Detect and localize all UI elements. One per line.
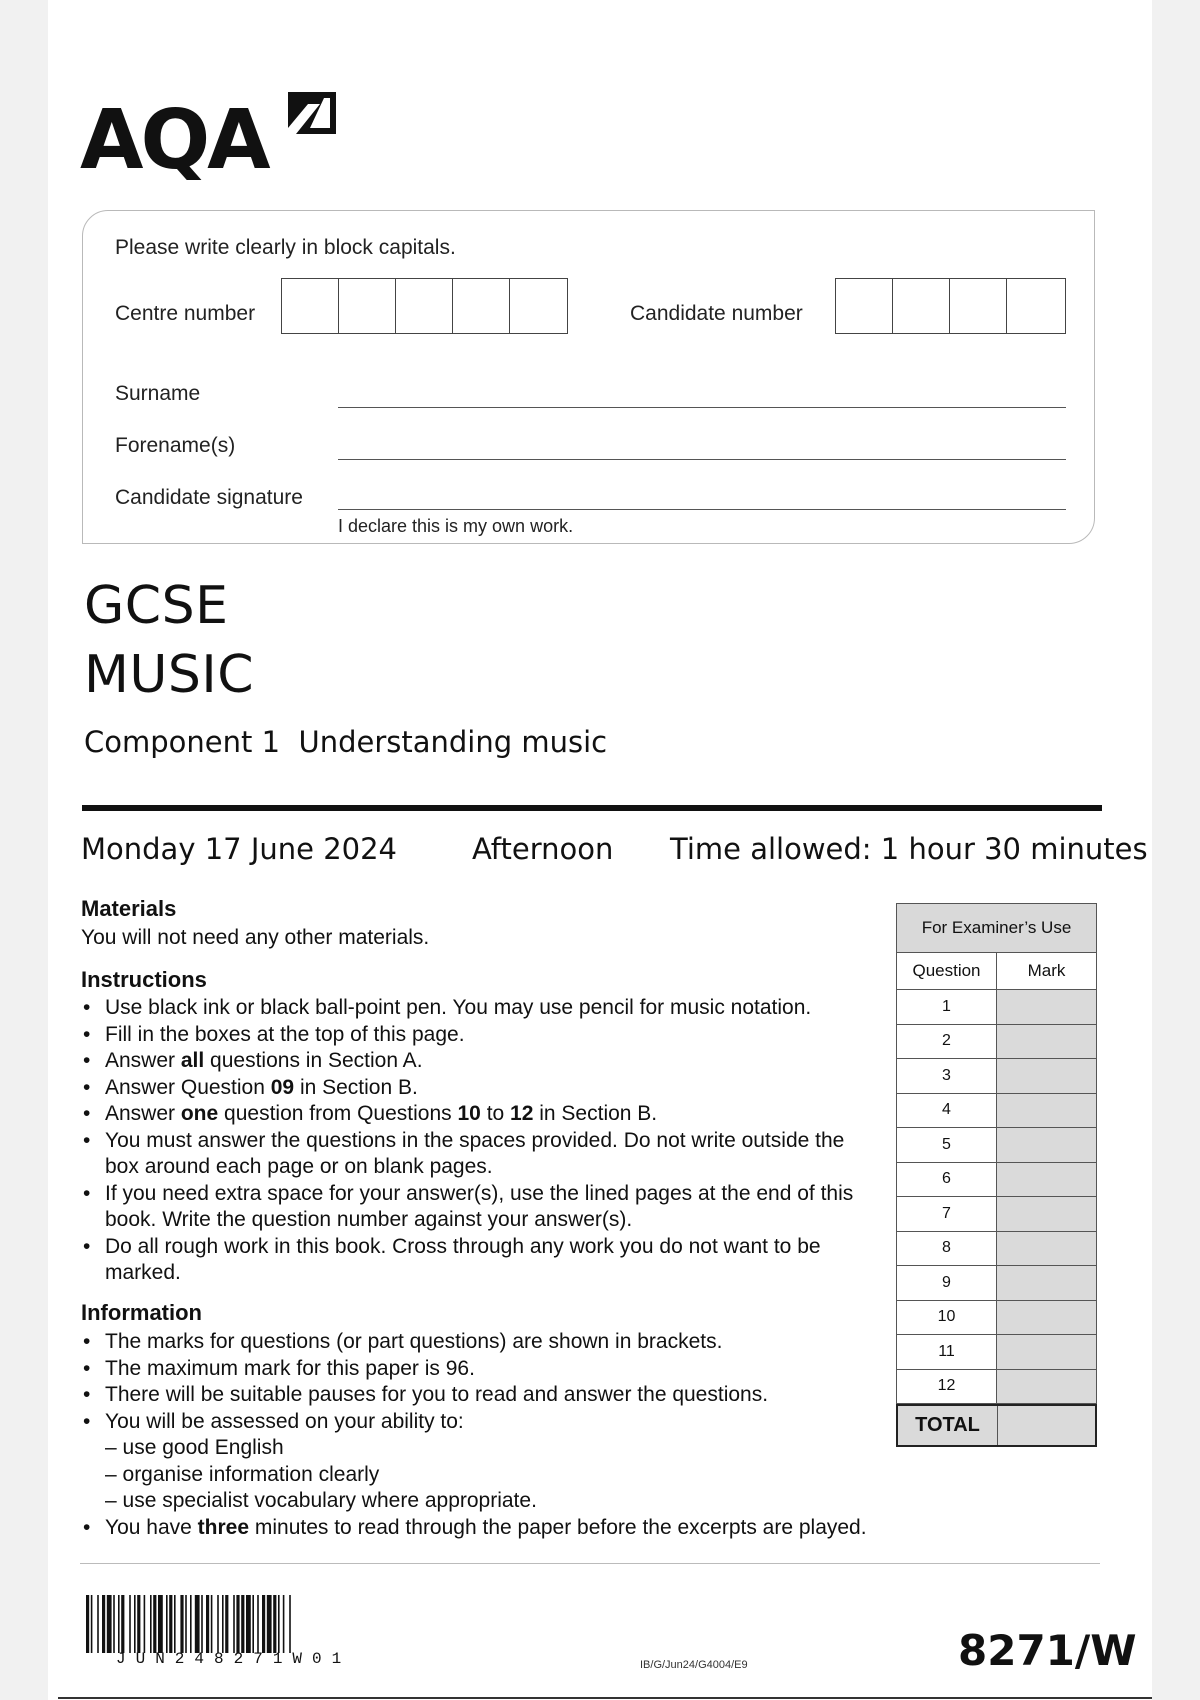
examiner-question-row — [896, 1025, 1097, 1060]
barcode-bar — [233, 1595, 235, 1653]
examiner-table-title: For Examiner’s Use — [896, 903, 1097, 953]
text-run: Answer Question — [105, 1075, 271, 1099]
surname-field[interactable] — [338, 407, 1066, 408]
question-number: 9 — [897, 1266, 997, 1300]
text-run: in Section B. — [533, 1102, 658, 1125]
barcode-bar — [257, 1595, 259, 1653]
barcode-bar — [195, 1595, 200, 1653]
barcode-bar — [137, 1595, 140, 1653]
barcode-bar — [278, 1595, 280, 1653]
mark-cell — [997, 1266, 1096, 1300]
barcode-bar — [246, 1595, 251, 1653]
barcode-bar — [267, 1595, 272, 1653]
component-title: Component 1 Understanding music — [84, 725, 608, 759]
mark-cell — [997, 1128, 1096, 1162]
barcode-bar — [86, 1595, 89, 1653]
aqa-logo — [80, 88, 350, 188]
bold-text-run: 10 — [457, 1102, 481, 1125]
text-run: If you need extra space for your answer(s), use the lined pages at the end of this book. Write the question number against your answer(s). — [105, 1181, 854, 1231]
information-item: • The maximum mark for this paper is 96. — [81, 1356, 941, 1383]
text-run: You have — [105, 1515, 198, 1539]
barcode-bar — [150, 1595, 152, 1653]
barcode-bar — [273, 1595, 276, 1653]
exam-date: Monday 17 June 2024 — [81, 832, 397, 866]
question-number: 7 — [897, 1197, 997, 1231]
bold-text-run: all — [180, 1049, 205, 1072]
centre-number-digit-box[interactable] — [396, 279, 453, 333]
barcode-bar — [283, 1595, 285, 1653]
candidate-number-digit-box[interactable] — [1007, 279, 1064, 333]
instruction-item — [81, 1048, 881, 1075]
barcode-bar — [241, 1595, 244, 1653]
time-allowed: Time allowed: 1 hour 30 minutes — [670, 832, 1148, 866]
instruction-item — [81, 1075, 881, 1102]
assessment-criterion: – organise information clearly — [105, 1462, 380, 1486]
question-number: 10 — [897, 1301, 997, 1335]
total-mark-cell — [998, 1406, 1095, 1445]
text-run: Do all rough work in this book. Cross through any work you do not want to be marked. — [105, 1234, 821, 1284]
barcode-bar — [158, 1595, 163, 1653]
information-heading: Information — [81, 1300, 202, 1325]
mark-cell — [997, 1163, 1096, 1197]
barcode-bar — [166, 1595, 168, 1653]
subject-title: MUSIC — [84, 645, 255, 705]
barcode-bar — [134, 1595, 136, 1653]
barcode-bar — [222, 1595, 224, 1653]
aqa-logo-mark-icon — [280, 88, 338, 140]
centre-number-label: Centre number — [115, 302, 256, 325]
materials-heading: Materials — [81, 896, 177, 921]
text-run: Answer — [105, 1102, 181, 1125]
examiner-question-row — [896, 1163, 1097, 1198]
bold-text-run: 12 — [510, 1102, 534, 1125]
examiner-question-row — [896, 1059, 1097, 1094]
information-item-text: You will be assessed on your ability to: — [105, 1409, 464, 1433]
block-capitals-instruction: Please write clearly in block capitals. — [115, 236, 456, 259]
barcode-bar — [121, 1595, 124, 1653]
examiner-use-table — [896, 903, 1097, 1447]
instruction-item — [81, 1101, 881, 1128]
examiner-question-row — [896, 1301, 1097, 1336]
instructions-list — [81, 995, 881, 1287]
barcode-bar — [113, 1595, 115, 1653]
page-bottom-border — [58, 1697, 1152, 1699]
mark-cell — [997, 990, 1096, 1024]
exam-session: Afternoon — [472, 832, 614, 866]
assessment-criterion: – use specialist vocabulary where appropriate. — [105, 1489, 537, 1512]
examiner-question-row — [896, 1335, 1097, 1370]
question-number: 5 — [897, 1128, 997, 1162]
text-run: minutes to read through the paper before the excerpts are played. — [249, 1515, 867, 1539]
examiner-question-row — [896, 1266, 1097, 1301]
materials-text: You will not need any other materials. — [81, 926, 430, 949]
barcode-bar — [169, 1595, 172, 1653]
forenames-label: Forename(s) — [115, 434, 236, 457]
text-run: Answer — [105, 1049, 181, 1072]
barcode-bar — [91, 1595, 93, 1653]
examiner-question-row — [896, 1094, 1097, 1129]
barcode-bar — [236, 1595, 239, 1653]
barcode-bar — [211, 1595, 213, 1653]
examiner-question-row — [896, 1128, 1097, 1163]
barcode-bar — [225, 1595, 228, 1653]
information-item — [81, 1515, 941, 1542]
barcode-bar — [118, 1595, 120, 1653]
surname-label: Surname — [115, 382, 201, 405]
barcode-bar — [252, 1595, 254, 1653]
logo-text: AQA — [80, 93, 268, 188]
mark-cell — [997, 1335, 1096, 1369]
mark-cell — [997, 1197, 1096, 1231]
barcode-bar — [153, 1595, 156, 1653]
instructions-heading: Instructions — [81, 967, 207, 992]
mark-cell — [997, 1025, 1096, 1059]
centre-number-digit-box[interactable] — [282, 279, 339, 333]
centre-number-digit-box[interactable] — [339, 279, 396, 333]
text-run: Fill in the boxes at the top of this page. — [105, 1022, 465, 1046]
information-list — [81, 1329, 941, 1541]
barcode-bar — [97, 1595, 99, 1653]
paper-reference: IB/G/Jun24/G4004/E9 — [640, 1659, 748, 1671]
total-label: TOTAL — [898, 1406, 998, 1445]
barcode-bar — [289, 1595, 291, 1653]
barcode-bar — [174, 1595, 176, 1653]
title-divider — [82, 805, 1102, 811]
question-number: 12 — [897, 1370, 997, 1404]
barcode — [86, 1595, 470, 1653]
mark-cell — [997, 1370, 1096, 1404]
bold-text-run: 09 — [270, 1075, 295, 1099]
signature-label: Candidate signature — [115, 486, 303, 509]
information-item: • There will be suitable pauses for you to read and answer the questions. — [81, 1382, 941, 1409]
assessment-criteria-list — [81, 1435, 941, 1515]
examiner-question-row — [896, 1197, 1097, 1232]
examiner-table-body — [896, 990, 1097, 1404]
qualification-level: GCSE — [84, 576, 229, 636]
bold-text-run: three — [197, 1515, 250, 1539]
examiner-table-header-row — [896, 953, 1097, 990]
examiner-question-row — [896, 1232, 1097, 1267]
footer-divider — [80, 1563, 1100, 1564]
barcode-bar — [180, 1595, 183, 1653]
question-number: 3 — [897, 1059, 997, 1093]
candidate-number-digit-box[interactable] — [836, 279, 893, 333]
bold-text-run: one — [180, 1102, 219, 1125]
barcode-bar — [190, 1595, 192, 1653]
barcode-bar — [201, 1595, 203, 1653]
barcode-bar — [262, 1595, 265, 1653]
mark-column-header: Mark — [997, 953, 1096, 989]
instruction-item — [81, 995, 881, 1022]
information-item: • The marks for questions (or part questions) are shown in brackets. — [81, 1329, 941, 1356]
information-item — [81, 1409, 941, 1515]
assessment-criterion: – use good English — [105, 1436, 284, 1459]
question-column-header: Question — [897, 953, 997, 989]
barcode-bar — [144, 1595, 146, 1653]
barcode-bar — [185, 1595, 187, 1653]
centre-number-input[interactable] — [281, 278, 568, 334]
forenames-field[interactable] — [338, 459, 1066, 460]
examiner-question-row — [896, 990, 1097, 1025]
question-number: 6 — [897, 1163, 997, 1197]
instruction-item — [81, 1128, 881, 1181]
text-run: You must answer the questions in the spaces provided. Do not write outside the box around each page or on blank pages. — [105, 1128, 845, 1178]
mark-cell — [997, 1301, 1096, 1335]
candidate-number-digit-box[interactable] — [893, 279, 950, 333]
candidate-number-digit-box[interactable] — [950, 279, 1007, 333]
text-run: to — [480, 1102, 511, 1125]
question-number: 2 — [897, 1025, 997, 1059]
mark-cell — [997, 1059, 1096, 1093]
question-number: 4 — [897, 1094, 997, 1128]
barcode-text: JUN248271W01 — [116, 1650, 352, 1668]
question-number: 1 — [897, 990, 997, 1024]
instruction-item — [81, 1181, 881, 1234]
instruction-item — [81, 1234, 881, 1287]
barcode-bar — [107, 1595, 112, 1653]
centre-number-digit-box[interactable] — [510, 279, 567, 333]
examiner-total-row — [896, 1404, 1097, 1447]
question-number: 8 — [897, 1232, 997, 1266]
barcode-bar — [206, 1595, 209, 1653]
examiner-question-row — [896, 1370, 1097, 1405]
text-run: questions in Section A. — [204, 1049, 423, 1072]
mark-cell — [997, 1232, 1096, 1266]
declaration-text: I declare this is my own work. — [338, 516, 574, 536]
mark-cell — [997, 1094, 1096, 1128]
paper-code: 8271/W — [958, 1626, 1137, 1675]
instruction-item — [81, 1022, 881, 1049]
candidate-number-input[interactable] — [835, 278, 1066, 334]
signature-field[interactable] — [338, 509, 1066, 510]
text-run: Use black ink or black ball-point pen. You may use pencil for music notation. — [105, 996, 812, 1019]
centre-number-digit-box[interactable] — [453, 279, 510, 333]
barcode-bar — [217, 1595, 219, 1653]
text-run: question from Questions — [218, 1102, 458, 1125]
barcode-bar — [129, 1595, 131, 1653]
text-run: in Section B. — [294, 1075, 418, 1099]
question-number: 11 — [897, 1335, 997, 1369]
candidate-number-label: Candidate number — [630, 302, 803, 325]
barcode-bar — [102, 1595, 105, 1653]
